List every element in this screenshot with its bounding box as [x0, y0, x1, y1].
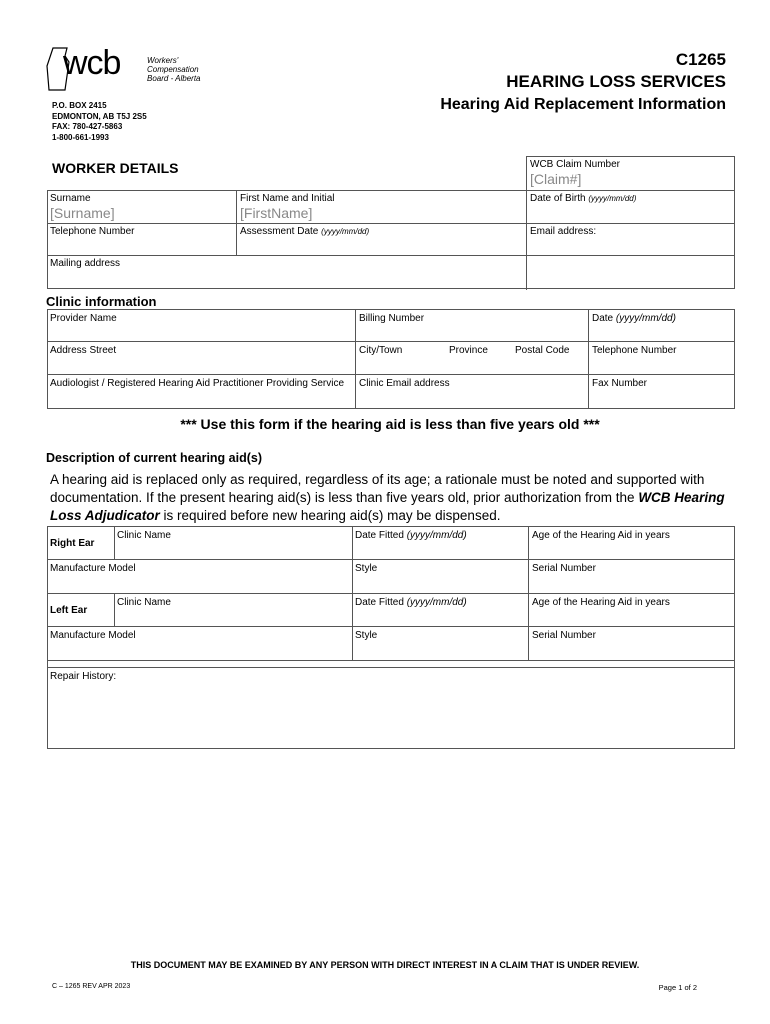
- date-of-birth-label[interactable]: [530, 193, 636, 204]
- right-style-label[interactable]: Style: [355, 563, 378, 574]
- first-name-field[interactable]: [FirstName]: [240, 205, 313, 221]
- clinic-information-heading: Clinic information: [46, 294, 157, 309]
- right-clinic-name-label[interactable]: Clinic Name: [117, 530, 171, 541]
- logo-line-1: Workers': [147, 56, 179, 65]
- clinic-date-label[interactable]: [592, 313, 676, 324]
- mailing-address-block: [52, 101, 147, 143]
- assessment-label-text: Assessment Date: [240, 226, 319, 237]
- wcb-logo: [45, 44, 215, 94]
- adjudicator-emphasis: WCB Hearing Loss Adjudicator: [50, 490, 725, 523]
- province-label[interactable]: Province: [449, 345, 488, 356]
- right-date-fitted-format: (yyyy/mm/dd): [406, 530, 467, 541]
- postal-code-label[interactable]: Postal Code: [515, 345, 570, 356]
- right-serial-label[interactable]: Serial Number: [532, 563, 596, 574]
- assessment-format: (yyyy/mm/dd): [321, 227, 370, 236]
- mailing-address-label[interactable]: Mailing address: [50, 258, 121, 269]
- left-serial-label[interactable]: Serial Number: [532, 630, 596, 641]
- right-date-fitted-label[interactable]: [355, 530, 467, 541]
- clinic-telephone-label[interactable]: Telephone Number: [592, 345, 677, 356]
- logo-line-3: Board - Alberta: [147, 74, 201, 83]
- worker-email-label[interactable]: Email address:: [530, 226, 597, 237]
- worker-details-table: [47, 190, 735, 289]
- clinic-information-table: [47, 309, 735, 409]
- address-street-label[interactable]: Address Street: [50, 345, 117, 356]
- description-text-2: is required before new hearing aid(s) may be dispensed.: [159, 508, 501, 523]
- claim-number-label: WCB Claim Number: [530, 159, 621, 170]
- right-model-label[interactable]: Manufacture Model: [50, 563, 136, 574]
- logo-tagline: [147, 56, 201, 83]
- repair-history-label[interactable]: Repair History:: [50, 671, 117, 682]
- billing-number-label[interactable]: Billing Number: [359, 313, 425, 324]
- left-date-fitted-format: (yyyy/mm/dd): [406, 597, 467, 608]
- five-year-notice: *** Use this form if the hearing aid is less than five years old ***: [180, 416, 600, 432]
- clinic-date-text: Date: [592, 313, 614, 324]
- form-number: C1265: [675, 50, 726, 69]
- logo-line-2: Compensation: [147, 65, 199, 74]
- right-date-fitted-text: Date Fitted: [355, 530, 404, 541]
- left-date-fitted-text: Date Fitted: [355, 597, 404, 608]
- dob-label-text: Date of Birth: [530, 193, 586, 204]
- description-heading: Description of current hearing aid(s): [46, 451, 263, 465]
- description-text-1: A hearing aid is replaced only as required, regardless of its age; a rationale must be noted and supported with documentation. If the present hearing aid(s) is less than five years old, prior authorization from the: [50, 472, 705, 505]
- review-notice: THIS DOCUMENT MAY BE EXAMINED BY ANY PERSON WITH DIRECT INTEREST IN A CLAIM THAT IS UNDER REVIEW.: [130, 960, 640, 970]
- left-model-label[interactable]: Manufacture Model: [50, 630, 136, 641]
- fax-line: FAX: 780-427-5863: [52, 122, 123, 131]
- city-label[interactable]: City/Town: [359, 345, 403, 356]
- audiologist-label[interactable]: Audiologist / Registered Hearing Aid Practitioner Providing Service: [50, 378, 345, 389]
- provider-name-label[interactable]: Provider Name: [50, 313, 117, 324]
- revision-code: C – 1265 REV APR 2023: [52, 983, 131, 990]
- description-paragraph: [50, 471, 730, 525]
- surname-label: Surname: [50, 193, 91, 204]
- logo-wordmark: wcb: [63, 44, 121, 82]
- address-line-2: EDMONTON, AB T5J 2S5: [52, 111, 147, 121]
- clinic-date-format: (yyyy/mm/dd): [615, 313, 676, 324]
- surname-field[interactable]: [Surname]: [50, 205, 115, 221]
- worker-telephone-label[interactable]: Telephone Number: [50, 226, 135, 237]
- worker-details-heading: WORKER DETAILS: [52, 160, 179, 176]
- form-title: HEARING LOSS SERVICES: [506, 72, 726, 91]
- right-age-label[interactable]: Age of the Hearing Aid in years: [532, 530, 670, 541]
- page-number: Page 1 of 2: [658, 983, 697, 992]
- claim-number-field[interactable]: [Claim#]: [530, 171, 582, 187]
- phone-line: 1-800-661-1993: [52, 132, 109, 142]
- fax-number-label[interactable]: Fax Number: [592, 378, 648, 389]
- left-date-fitted-label[interactable]: [355, 597, 467, 608]
- left-style-label[interactable]: Style: [355, 630, 378, 641]
- left-ear-label: Left Ear: [50, 605, 88, 616]
- dob-format: (yyyy/mm/dd): [588, 194, 637, 203]
- left-clinic-name-label[interactable]: Clinic Name: [117, 597, 171, 608]
- address-line-1: P.O. BOX 2415: [52, 101, 107, 110]
- left-age-label[interactable]: Age of the Hearing Aid in years: [532, 597, 670, 608]
- first-name-label: First Name and Initial: [240, 193, 335, 204]
- assessment-date-label[interactable]: [240, 226, 369, 237]
- clinic-email-label[interactable]: Clinic Email address: [359, 378, 450, 389]
- form-subtitle: Hearing Aid Replacement Information: [440, 96, 726, 113]
- right-ear-label: Right Ear: [50, 538, 95, 549]
